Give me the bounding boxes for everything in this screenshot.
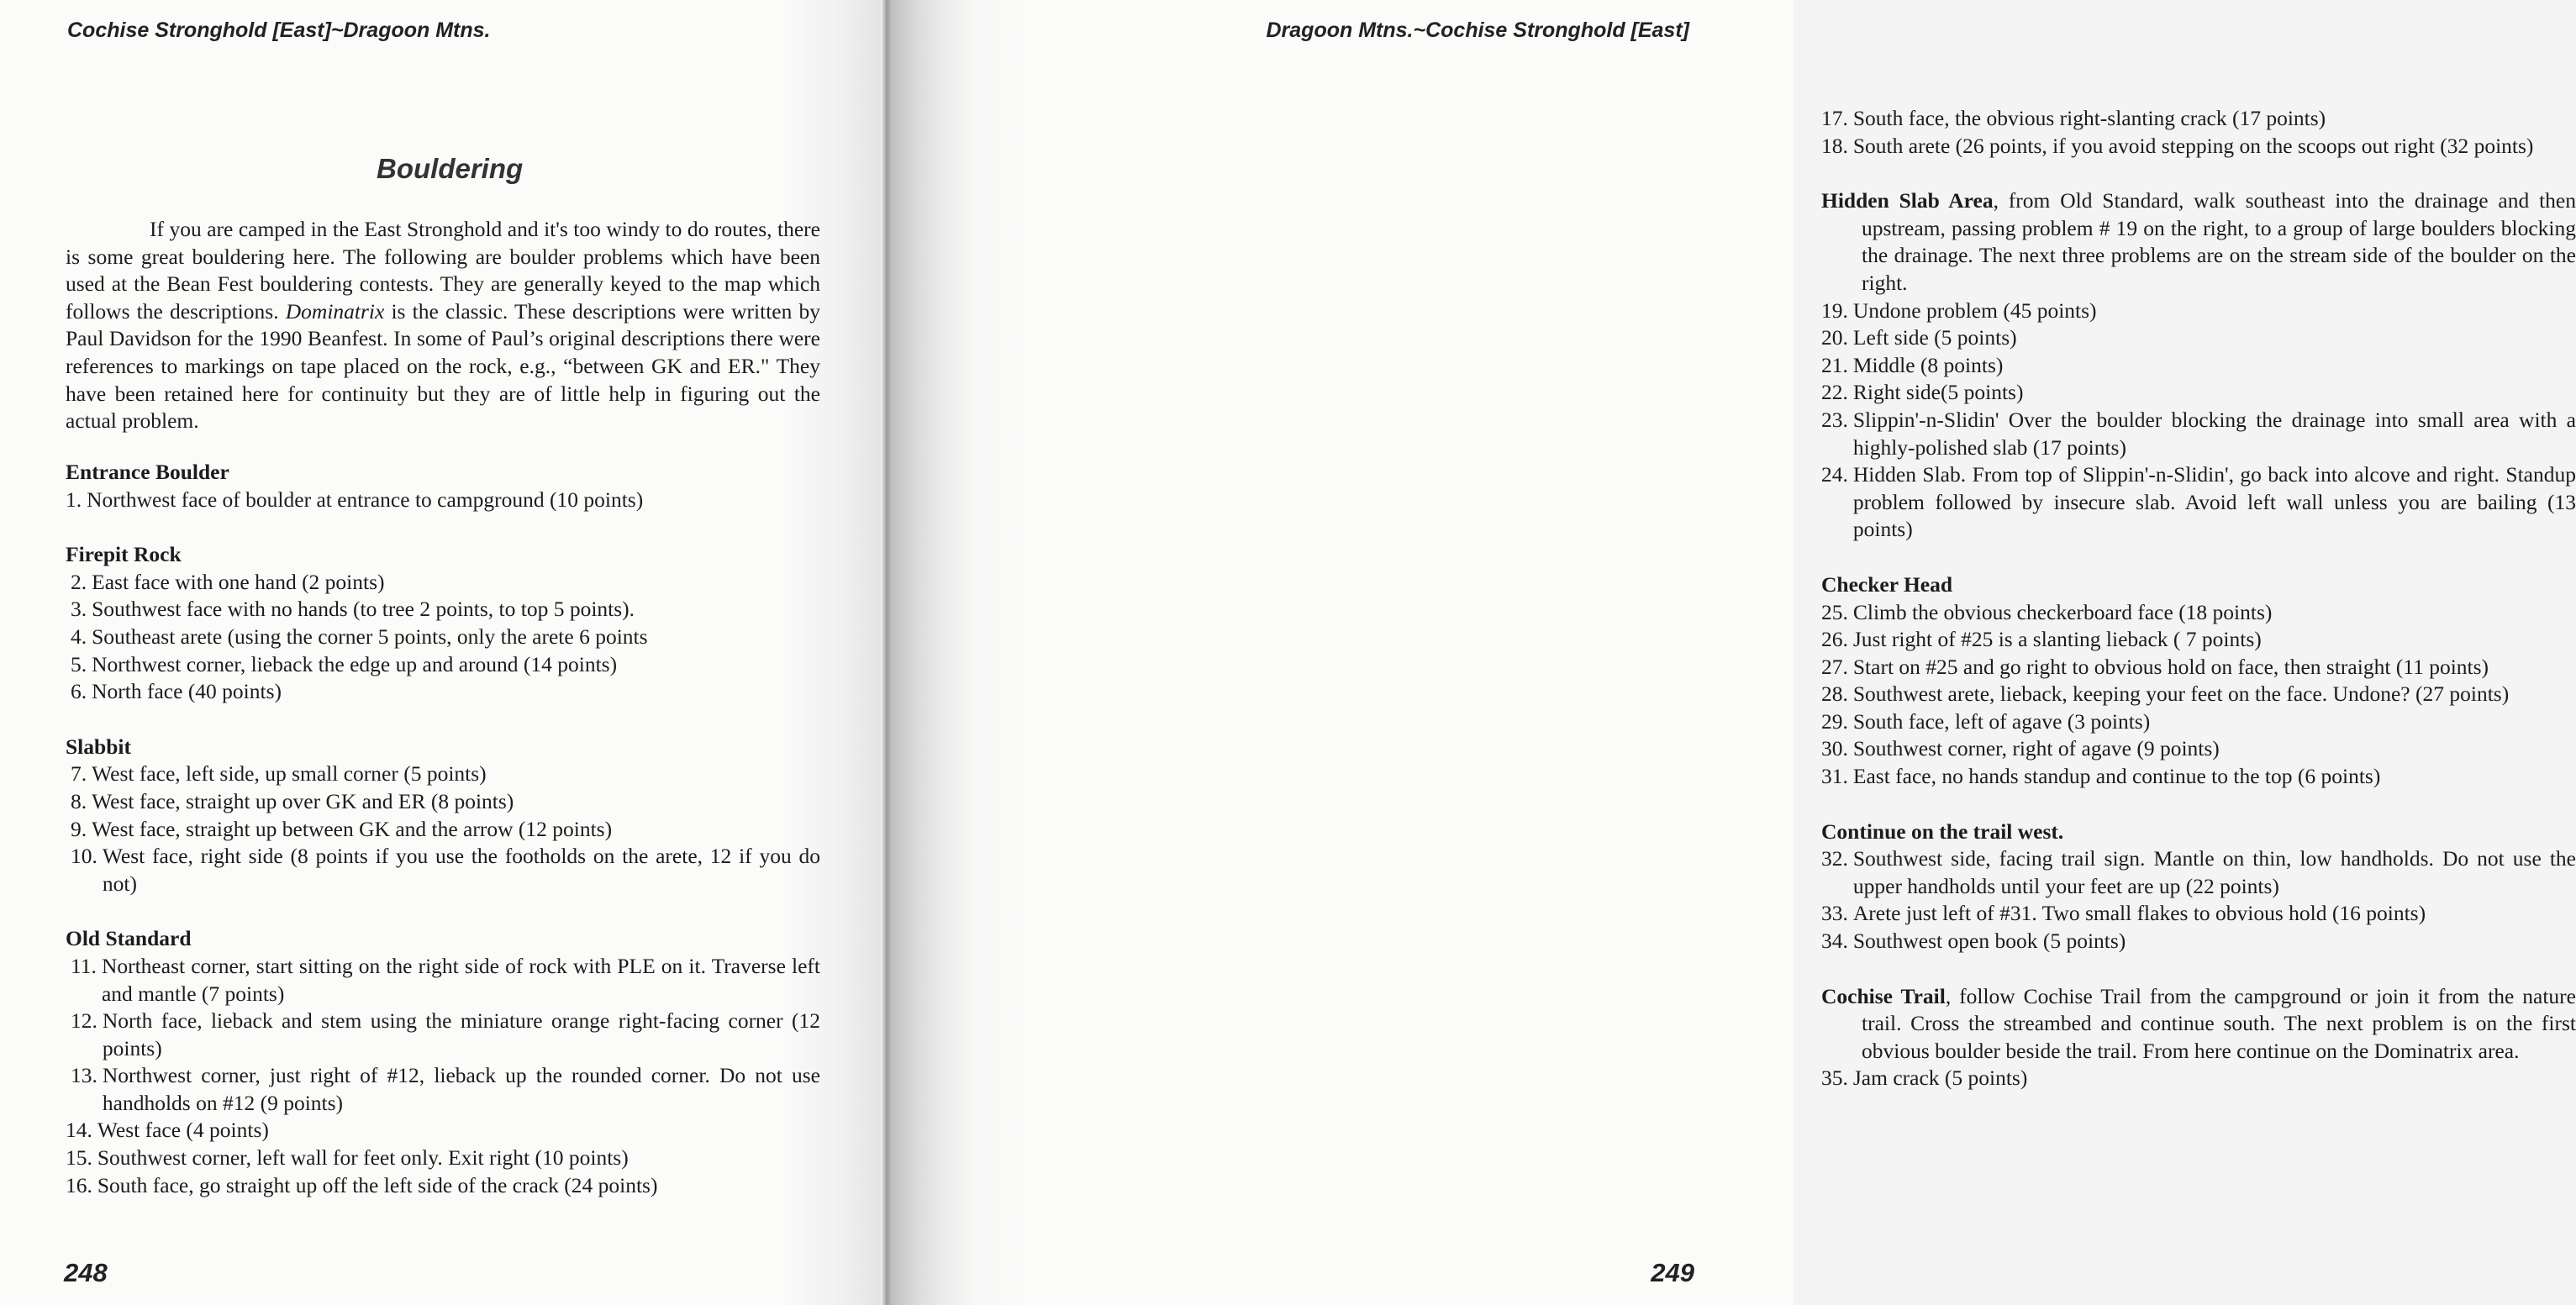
problem-text: Northeast corner, start sitting on the right side of rock with PLE on it. Traverse left and mantle (7 points)	[101, 953, 820, 1006]
group-lead-text: , follow Cochise Trail from the campground or join it from the nature trail. Cross the streambed and continue south. The next problem is on the first obvious boulder beside the trail. From here continue on the Dominatrix area.	[1862, 983, 2576, 1063]
problem-number: 2.	[71, 569, 87, 594]
problem-number: 15.	[66, 1145, 92, 1171]
problem-number: 4.	[71, 624, 87, 649]
group-lead-paragraph	[1821, 187, 2576, 297]
intro-italic-route: Dominatrix	[285, 298, 385, 324]
problem-number: 12.	[71, 1008, 97, 1034]
problem-text: West face, left side, up small corner (5 points)	[92, 761, 487, 787]
problem-text: Northwest face of boulder at entrance to campground (10 points)	[87, 487, 644, 512]
running-head: Dragoon Mtns.~Cochise Stronghold [East]	[1266, 18, 1689, 42]
problem-text: West face (4 points)	[97, 1118, 269, 1143]
problem-item	[66, 596, 820, 624]
problem-group	[1821, 187, 2576, 544]
problem-item	[1821, 845, 2576, 900]
problem-item	[1821, 352, 2576, 380]
problem-item	[1821, 133, 2576, 160]
problem-item	[66, 1062, 820, 1117]
problem-text: Undone problem (45 points)	[1852, 297, 2097, 323]
problem-number: 24.	[1821, 462, 1848, 487]
problem-item	[1821, 928, 2576, 955]
left-page	[0, 0, 887, 1305]
intro-text: is the classic. These descriptions were written by Paul Davidson for the 1990 Beanfest. In some of Paul’s original descriptions there were references to markings on tape placed on the rock, e.g., “between GK and ER." They have been retained here for continuity but they are of little help in figuring out the actual problem.	[66, 298, 820, 434]
problem-group	[66, 459, 820, 513]
problem-number: 23.	[1821, 407, 1848, 432]
problem-item	[1821, 626, 2576, 654]
problem-item	[66, 487, 820, 514]
problem-text: Start on #25 and go right to obvious hold on face, then straight (11 points)	[1852, 654, 2489, 679]
problem-text: South arete (26 points, if you avoid stepping on the scoops out right (32 points)	[1852, 133, 2534, 158]
group-lead-paragraph	[1821, 983, 2576, 1066]
problem-item	[66, 1145, 820, 1172]
problem-group	[1821, 983, 2576, 1092]
group-heading: Checker Head	[1821, 571, 1953, 597]
problem-number: 8.	[71, 788, 87, 813]
problem-item	[66, 624, 820, 651]
problem-number: 29.	[1821, 708, 1848, 734]
problem-text: East face, no hands standup and continue to the top (6 points)	[1852, 764, 2381, 789]
problem-group	[66, 925, 820, 1199]
problem-item	[1821, 900, 2576, 928]
problem-text: Southwest corner, left wall for feet only. Exit right (10 points)	[97, 1145, 629, 1171]
problem-number: 18.	[1821, 133, 1848, 158]
problem-number: 9.	[71, 816, 87, 841]
problem-number: 1.	[66, 487, 82, 512]
problem-text: West face, straight up between GK and the arrow (12 points)	[92, 816, 613, 841]
problem-group	[66, 541, 820, 706]
problem-item	[1821, 324, 2576, 352]
problem-text: Hidden Slab. From top of Slippin'-n-Slidin', go back into alcove and right. Standup problem followed by insecure slab. Avoid left wall unless you are bailing (13 points)	[1852, 462, 2576, 542]
problem-item	[66, 651, 820, 679]
problem-text: Southwest open book (5 points)	[1852, 929, 2126, 954]
page-number: 249	[1651, 1258, 1694, 1287]
problem-number: 19.	[1821, 297, 1848, 323]
problem-list-right	[1821, 105, 2576, 1092]
problem-number: 28.	[1821, 681, 1848, 707]
problem-item	[1821, 1065, 2576, 1092]
problem-number: 32.	[1821, 846, 1848, 871]
problem-item	[1821, 297, 2576, 325]
problem-item	[66, 760, 820, 788]
problem-text: South face, left of agave (3 points)	[1852, 708, 2151, 734]
group-heading: Firepit Rock	[66, 542, 182, 567]
problem-number: 26.	[1821, 627, 1848, 652]
right-page	[887, 0, 2576, 1305]
problem-item	[66, 788, 820, 816]
intro-text: If you are camped in the East Stronghold and it's too windy to do routes, there is some great bouldering here. The following are boulder problems which have been used at the Bean Fest bouldering contests. They are generally keyed to the map which follows the descriptions.	[66, 217, 820, 324]
problem-number: 5.	[71, 651, 87, 676]
problem-item	[1821, 461, 2576, 544]
problem-number: 14.	[66, 1118, 92, 1143]
problem-number: 17.	[1821, 106, 1848, 130]
section-title: Bouldering	[377, 153, 524, 184]
problem-text: South face, go straight up off the left side of the crack (24 points)	[97, 1172, 658, 1197]
problem-number: 7.	[71, 761, 87, 787]
problem-item	[1821, 654, 2576, 681]
problem-text: Southeast arete (using the corner 5 points, only the arete 6 points	[92, 624, 648, 649]
problem-number: 6.	[71, 679, 87, 704]
problem-text: North face, lieback and stem using the miniature orange right-facing corner (12 points)	[102, 1008, 820, 1060]
problem-list-left	[66, 459, 820, 1199]
problem-text: Southwest arete, lieback, keeping your feet on the face. Undone? (27 points)	[1852, 681, 2510, 707]
group-heading: Cochise Trail	[1821, 983, 1946, 1008]
problem-item	[1821, 407, 2576, 461]
problem-item	[66, 678, 820, 706]
problem-number: 13.	[71, 1063, 97, 1088]
problem-item	[1821, 379, 2576, 407]
problem-number: 11.	[71, 953, 97, 978]
problem-text: Northwest corner, lieback the edge up and around (14 points)	[92, 651, 618, 676]
problem-text: East face with one hand (2 points)	[92, 569, 385, 594]
problem-number: 10.	[71, 844, 97, 869]
problem-item	[1821, 105, 2576, 133]
problem-text: Climb the obvious checkerboard face (18 points)	[1852, 599, 2273, 624]
problem-item	[66, 953, 820, 1008]
problem-item	[1821, 735, 2576, 763]
problem-text: Southwest corner, right of agave (9 points)	[1852, 736, 2220, 761]
page-number: 248	[64, 1258, 108, 1287]
problem-number: 30.	[1821, 736, 1848, 761]
problem-number: 31.	[1821, 764, 1848, 789]
problem-text: West face, right side (8 points if you use the footholds on the arete, 12 if you do not)	[102, 844, 820, 896]
problem-item	[1821, 708, 2576, 736]
problem-number: 25.	[1821, 599, 1848, 624]
problem-item	[1821, 681, 2576, 708]
problem-text: South face, the obvious right-slanting crack (17 points)	[1852, 106, 2326, 130]
problem-text: Arete just left of #31. Two small flakes to obvious hold (16 points)	[1852, 901, 2426, 926]
problem-number: 34.	[1821, 929, 1848, 954]
problem-text: Middle (8 points)	[1852, 352, 2004, 377]
problem-number: 27.	[1821, 654, 1848, 679]
problem-number: 22.	[1821, 380, 1848, 405]
problem-number: 20.	[1821, 325, 1848, 350]
book-gutter	[881, 0, 893, 1305]
problem-group	[66, 734, 820, 898]
problem-text: Slippin'-n-Slidin' Over the boulder blocking the drainage into small area with a highly-polished slab (17 points)	[1852, 407, 2576, 460]
problem-item	[66, 569, 820, 597]
problem-group	[1821, 818, 2576, 955]
problem-group	[1821, 105, 2576, 160]
problem-text: Left side (5 points)	[1852, 325, 2017, 350]
group-lead-text: , from Old Standard, walk southeast into the drainage and then upstream, passing problem # 19 on the right, to a group of large boulders blocking the drainage. The next three problems are on the stream side of the boulder on the right.	[1862, 188, 2576, 295]
problem-number: 21.	[1821, 352, 1848, 377]
problem-number: 3.	[71, 597, 87, 622]
problem-text: West face, straight up over GK and ER (8 points)	[92, 788, 514, 813]
problem-text: Just right of #25 is a slanting lieback ( 7 points)	[1852, 627, 2262, 652]
problem-text: North face (40 points)	[92, 679, 282, 704]
problem-text: Jam crack (5 points)	[1852, 1066, 2028, 1091]
group-heading: Entrance Boulder	[66, 460, 229, 484]
problem-number: 35.	[1821, 1066, 1848, 1091]
intro-paragraph	[66, 216, 820, 435]
problem-text: Northwest corner, just right of #12, lieback up the rounded corner. Do not use handholds on #12 (9 points)	[102, 1063, 820, 1115]
problem-number: 16.	[66, 1172, 92, 1197]
problem-item	[66, 816, 820, 844]
group-heading: Continue on the trail west.	[1821, 818, 2064, 844]
problem-item	[66, 1172, 820, 1200]
group-heading: Old Standard	[66, 926, 192, 951]
problem-item	[1821, 763, 2576, 791]
problem-number: 33.	[1821, 901, 1848, 926]
problem-text: Right side(5 points)	[1852, 380, 2024, 405]
problem-text: Southwest side, facing trail sign. Mantle on thin, low handholds. Do not use the upper handholds until your feet are up (22 points)	[1852, 846, 2576, 898]
problem-item	[1821, 599, 2576, 627]
running-head: Cochise Stronghold [East]~Dragoon Mtns.	[67, 18, 491, 42]
problem-text: Southwest face with no hands (to tree 2 points, to top 5 points).	[92, 597, 635, 622]
group-heading: Slabbit	[66, 734, 131, 759]
problem-group	[1821, 571, 2576, 791]
problem-item	[66, 843, 820, 897]
problem-item	[66, 1008, 820, 1062]
group-heading: Hidden Slab Area	[1821, 188, 1994, 213]
problem-item	[66, 1117, 820, 1145]
